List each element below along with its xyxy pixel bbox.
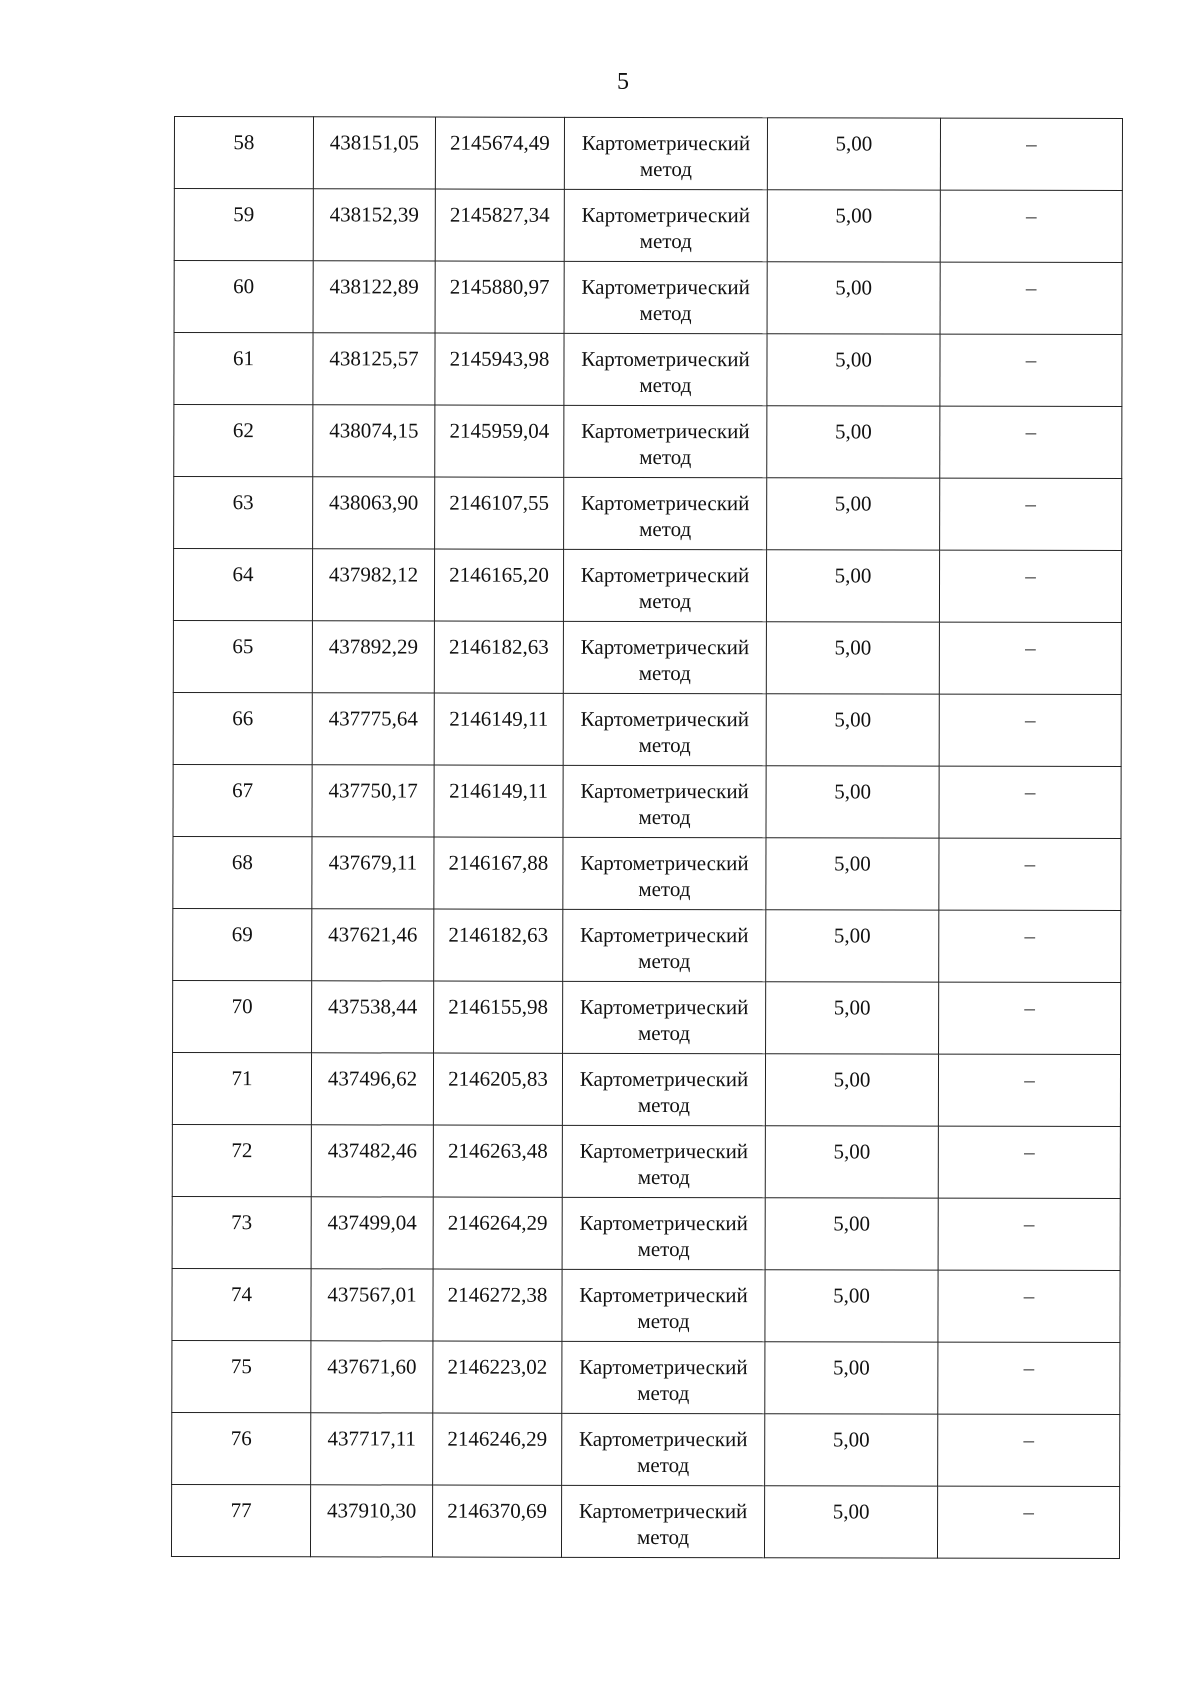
method-cell: Картометрический метод xyxy=(563,837,766,909)
accuracy-cell: 5,00 xyxy=(766,694,939,766)
y-coordinate-cell: 2146182,63 xyxy=(434,909,563,981)
y-coordinate-cell: 2145674,49 xyxy=(435,117,564,189)
y-coordinate-cell: 2146223,02 xyxy=(433,1341,562,1413)
note-cell: – xyxy=(938,1198,1120,1270)
x-coordinate-cell: 438122,89 xyxy=(313,261,435,333)
point-number-cell: 65 xyxy=(173,620,312,692)
y-coordinate-cell: 2146246,29 xyxy=(433,1413,562,1485)
method-cell: Картометрический метод xyxy=(564,333,767,405)
note-cell: – xyxy=(939,766,1121,838)
accuracy-cell: 5,00 xyxy=(765,1414,938,1486)
point-number-cell: 58 xyxy=(174,117,313,189)
method-cell: Картометрический метод xyxy=(563,909,766,981)
accuracy-cell: 5,00 xyxy=(767,118,940,190)
method-cell: Картометрический метод xyxy=(562,1269,765,1341)
note-cell: – xyxy=(939,982,1121,1054)
x-coordinate-cell: 437482,46 xyxy=(311,1125,433,1197)
y-coordinate-cell: 2146205,83 xyxy=(433,1053,562,1125)
method-cell: Картометрический метод xyxy=(564,405,767,477)
x-coordinate-cell: 437775,64 xyxy=(312,693,434,765)
table-row xyxy=(173,620,1121,694)
note-cell: – xyxy=(939,622,1121,694)
point-number-cell: 67 xyxy=(173,764,312,836)
accuracy-cell: 5,00 xyxy=(767,406,940,478)
y-coordinate-cell: 2145959,04 xyxy=(435,405,564,477)
note-cell: – xyxy=(939,694,1121,766)
point-number-cell: 64 xyxy=(173,549,312,621)
method-cell: Картометрический метод xyxy=(564,189,767,261)
point-number-cell: 59 xyxy=(174,189,313,261)
method-cell: Картометрический метод xyxy=(562,1197,765,1269)
accuracy-cell: 5,00 xyxy=(766,910,939,982)
coordinates-table xyxy=(171,116,1123,1559)
y-coordinate-cell: 2145827,34 xyxy=(435,189,564,261)
point-number-cell: 60 xyxy=(174,261,313,333)
y-coordinate-cell: 2145943,98 xyxy=(435,333,564,405)
y-coordinate-cell: 2146167,88 xyxy=(434,837,563,909)
point-number-cell: 74 xyxy=(172,1268,311,1340)
note-cell: – xyxy=(938,1054,1120,1126)
accuracy-cell: 5,00 xyxy=(765,1342,938,1414)
point-number-cell: 63 xyxy=(174,477,313,549)
note-cell: – xyxy=(939,910,1121,982)
x-coordinate-cell: 437496,62 xyxy=(311,1053,433,1125)
point-number-cell: 76 xyxy=(172,1412,311,1484)
table-row xyxy=(172,1052,1120,1126)
method-cell: Картометрический метод xyxy=(563,981,766,1053)
x-coordinate-cell: 437679,11 xyxy=(312,837,434,909)
point-number-cell: 61 xyxy=(174,333,313,405)
method-cell: Картометрический метод xyxy=(561,1485,764,1557)
method-cell: Картометрический метод xyxy=(562,1341,765,1413)
accuracy-cell: 5,00 xyxy=(765,1054,938,1126)
table-row xyxy=(174,477,1122,551)
x-coordinate-cell: 437621,46 xyxy=(312,909,434,981)
table-row xyxy=(173,692,1121,766)
y-coordinate-cell: 2146263,48 xyxy=(433,1125,562,1197)
method-cell: Картометрический метод xyxy=(564,477,767,549)
y-coordinate-cell: 2146272,38 xyxy=(433,1269,562,1341)
accuracy-cell: 5,00 xyxy=(767,478,940,550)
y-coordinate-cell: 2145880,97 xyxy=(435,261,564,333)
method-cell: Картометрический метод xyxy=(563,549,766,621)
note-cell: – xyxy=(938,1126,1120,1198)
table-row xyxy=(172,1412,1120,1486)
y-coordinate-cell: 2146149,11 xyxy=(434,693,563,765)
x-coordinate-cell: 437982,12 xyxy=(312,549,434,621)
note-cell: – xyxy=(938,1342,1120,1414)
method-cell: Картометрический метод xyxy=(563,621,766,693)
point-number-cell: 75 xyxy=(172,1340,311,1412)
table-row xyxy=(172,1196,1120,1270)
table-row xyxy=(172,1268,1120,1342)
point-number-cell: 68 xyxy=(173,836,312,908)
note-cell: – xyxy=(940,406,1122,478)
method-cell: Картометрический метод xyxy=(562,1053,765,1125)
x-coordinate-cell: 437538,44 xyxy=(312,981,434,1053)
x-coordinate-cell: 438152,39 xyxy=(313,189,435,261)
note-cell: – xyxy=(939,838,1121,910)
table-row xyxy=(173,836,1121,910)
x-coordinate-cell: 438125,57 xyxy=(313,333,435,405)
method-cell: Картометрический метод xyxy=(564,261,767,333)
point-number-cell: 62 xyxy=(174,405,313,477)
x-coordinate-cell: 438151,05 xyxy=(313,117,435,189)
accuracy-cell: 5,00 xyxy=(765,1198,938,1270)
y-coordinate-cell: 2146182,63 xyxy=(434,621,563,693)
x-coordinate-cell: 437717,11 xyxy=(311,1413,433,1485)
note-cell: – xyxy=(940,478,1122,550)
note-cell: – xyxy=(940,190,1122,262)
table-row xyxy=(174,117,1122,191)
x-coordinate-cell: 437567,01 xyxy=(311,1269,433,1341)
point-number-cell: 73 xyxy=(172,1196,311,1268)
method-cell: Картометрический метод xyxy=(564,117,767,189)
table-row xyxy=(173,549,1121,623)
table-row xyxy=(173,908,1121,982)
accuracy-cell: 5,00 xyxy=(766,982,939,1054)
table-row xyxy=(172,1340,1120,1414)
y-coordinate-cell: 2146370,69 xyxy=(432,1485,561,1557)
point-number-cell: 66 xyxy=(173,692,312,764)
note-cell: – xyxy=(938,1270,1120,1342)
method-cell: Картометрический метод xyxy=(562,1413,765,1485)
table-row xyxy=(173,980,1121,1054)
note-cell: – xyxy=(940,334,1122,406)
coordinates-table-body xyxy=(171,117,1122,1559)
method-cell: Картометрический метод xyxy=(563,765,766,837)
point-number-cell: 71 xyxy=(172,1052,311,1124)
method-cell: Картометрический метод xyxy=(563,693,766,765)
note-cell: – xyxy=(937,1486,1119,1558)
x-coordinate-cell: 437892,29 xyxy=(312,621,434,693)
point-number-cell: 77 xyxy=(171,1484,310,1556)
method-cell: Картометрический метод xyxy=(562,1125,765,1197)
table-row xyxy=(171,1484,1119,1558)
note-cell: – xyxy=(939,550,1121,622)
table-row xyxy=(174,333,1122,407)
accuracy-cell: 5,00 xyxy=(764,1486,937,1558)
note-cell: – xyxy=(940,262,1122,334)
point-number-cell: 69 xyxy=(173,908,312,980)
page-number: 5 xyxy=(617,69,629,95)
note-cell: – xyxy=(938,1414,1120,1486)
x-coordinate-cell: 438074,15 xyxy=(313,405,435,477)
x-coordinate-cell: 437671,60 xyxy=(311,1341,433,1413)
accuracy-cell: 5,00 xyxy=(767,190,940,262)
x-coordinate-cell: 438063,90 xyxy=(313,477,435,549)
point-number-cell: 70 xyxy=(173,980,312,1052)
accuracy-cell: 5,00 xyxy=(767,334,940,406)
accuracy-cell: 5,00 xyxy=(766,838,939,910)
point-number-cell: 72 xyxy=(172,1124,311,1196)
table-row xyxy=(174,405,1122,479)
table-row xyxy=(174,261,1122,335)
accuracy-cell: 5,00 xyxy=(766,550,939,622)
table-row xyxy=(172,1124,1120,1198)
note-cell: – xyxy=(940,118,1122,190)
x-coordinate-cell: 437499,04 xyxy=(311,1197,433,1269)
accuracy-cell: 5,00 xyxy=(765,1270,938,1342)
y-coordinate-cell: 2146264,29 xyxy=(433,1197,562,1269)
y-coordinate-cell: 2146107,55 xyxy=(435,477,564,549)
y-coordinate-cell: 2146155,98 xyxy=(434,981,563,1053)
accuracy-cell: 5,00 xyxy=(766,622,939,694)
table-row xyxy=(173,764,1121,838)
x-coordinate-cell: 437750,17 xyxy=(312,765,434,837)
y-coordinate-cell: 2146165,20 xyxy=(434,549,563,621)
table-row xyxy=(174,189,1122,263)
accuracy-cell: 5,00 xyxy=(767,262,940,334)
x-coordinate-cell: 437910,30 xyxy=(310,1485,432,1557)
y-coordinate-cell: 2146149,11 xyxy=(434,765,563,837)
accuracy-cell: 5,00 xyxy=(765,1126,938,1198)
accuracy-cell: 5,00 xyxy=(766,766,939,838)
